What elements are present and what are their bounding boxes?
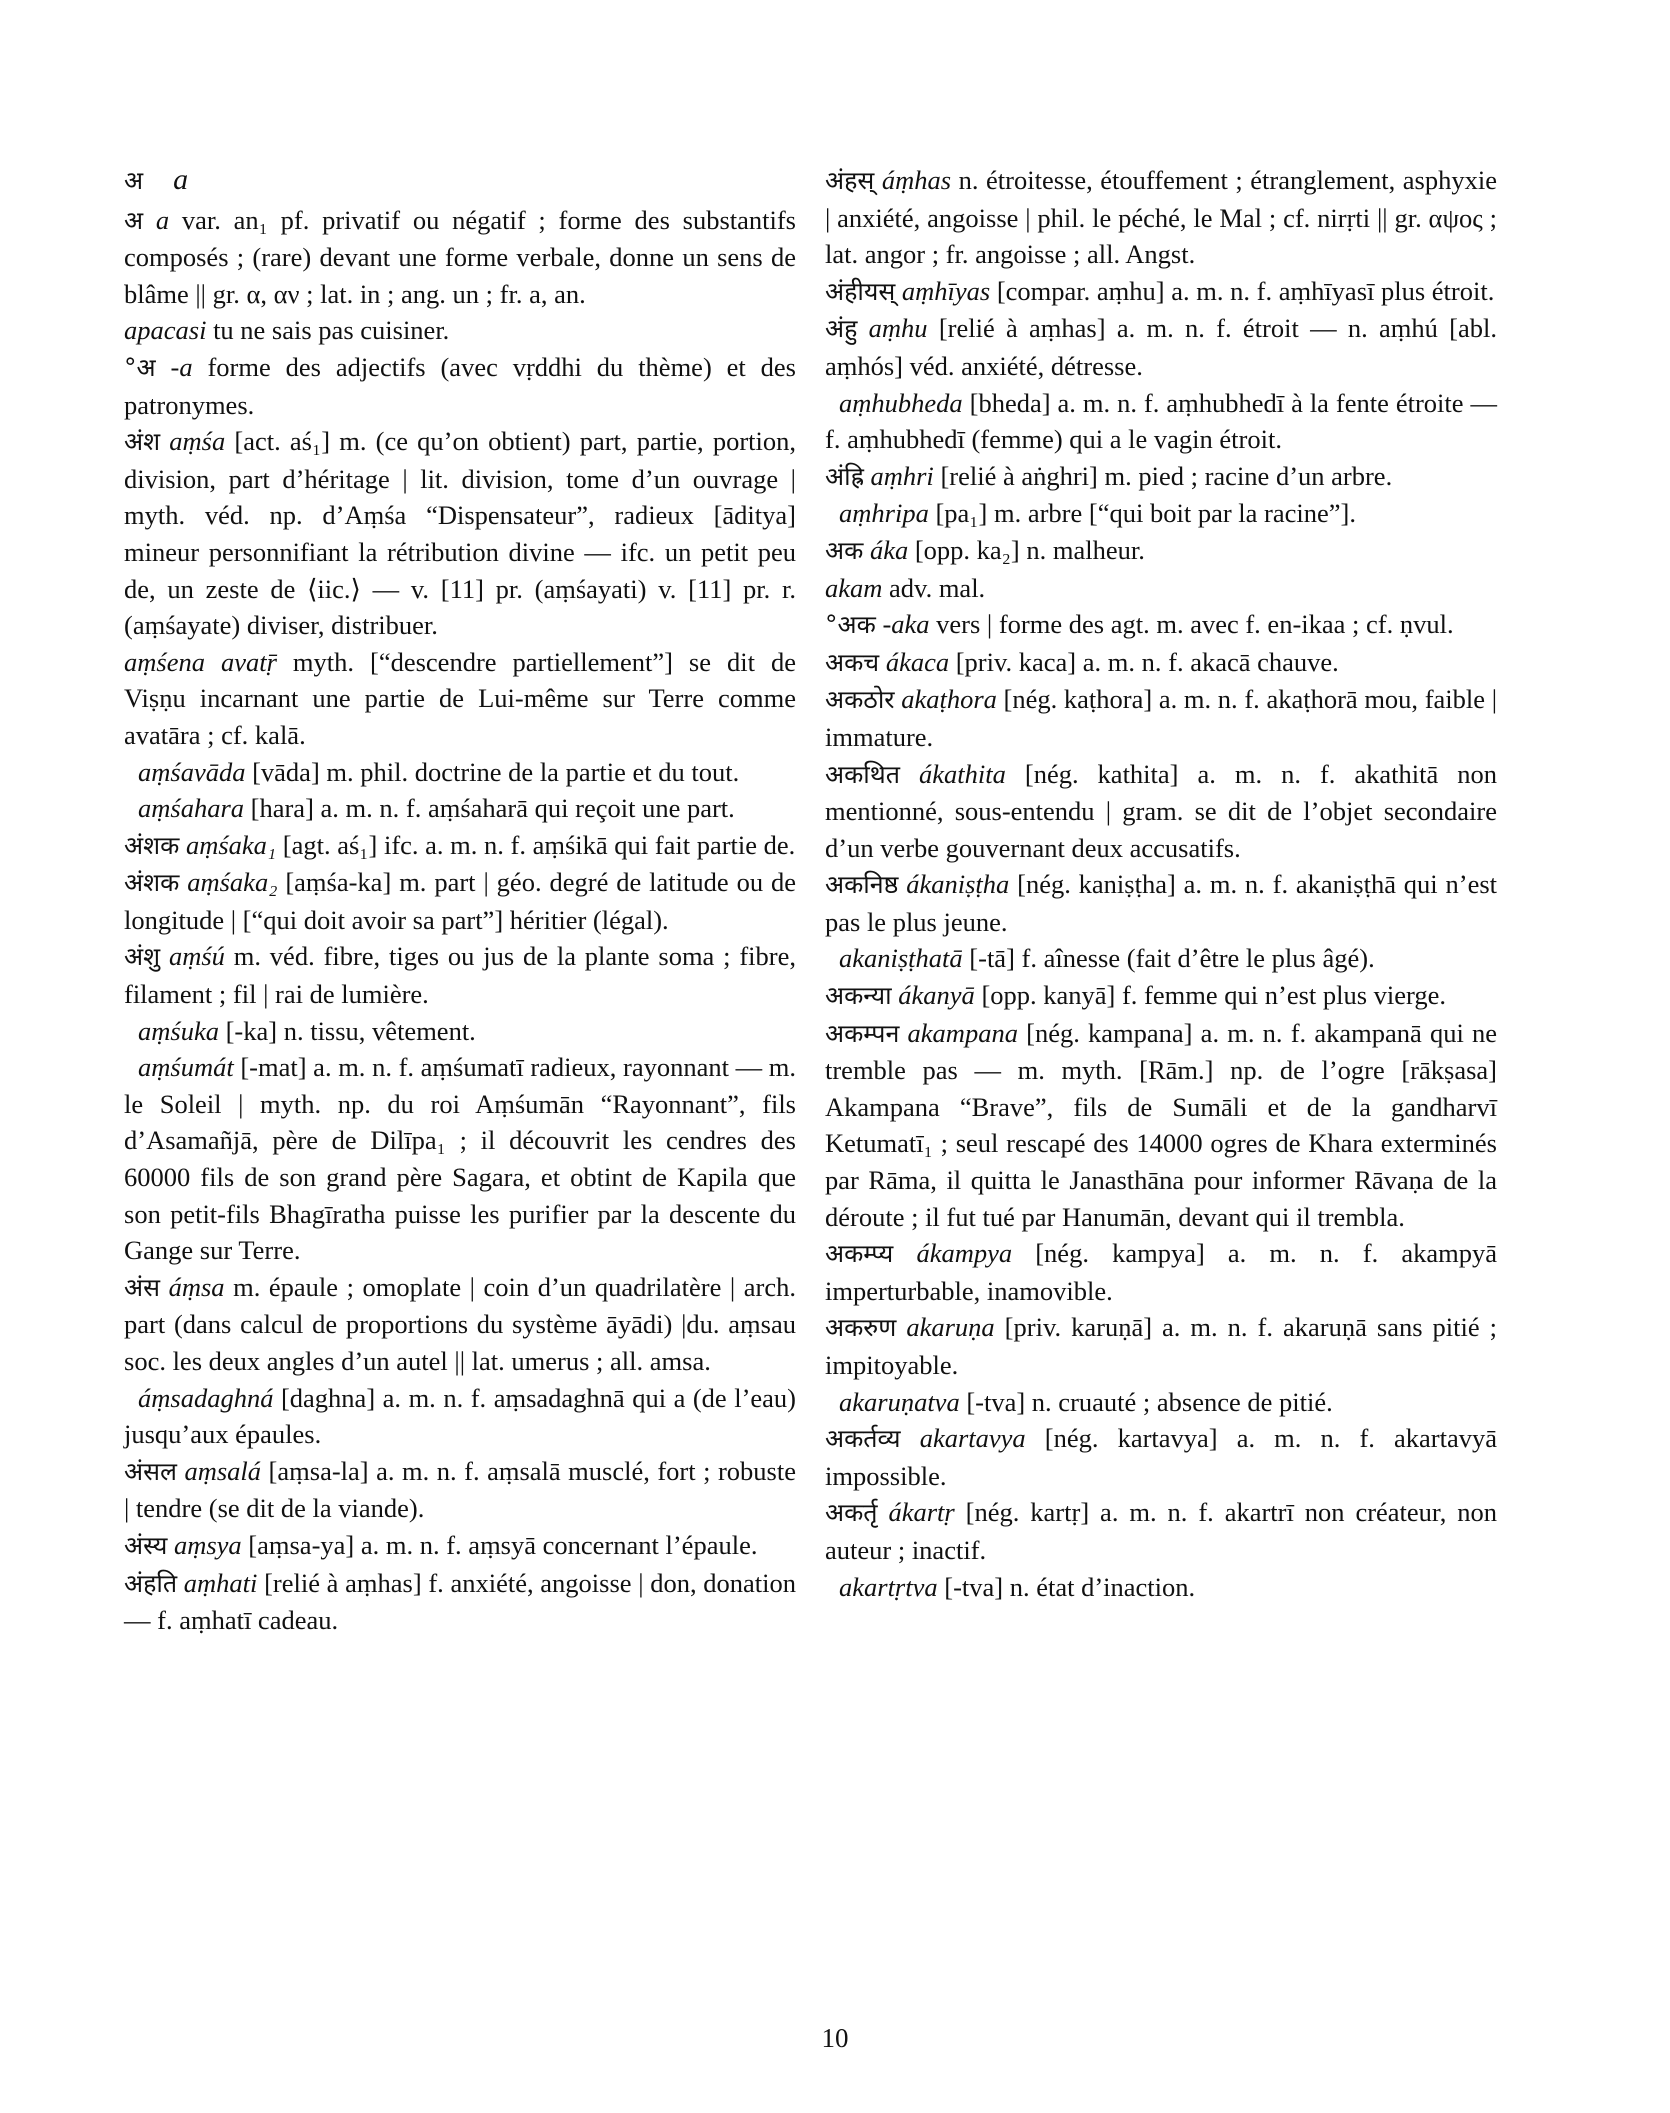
entry-headword: akaṭhora	[901, 684, 997, 715]
dictionary-entry	[825, 570, 1497, 607]
entry-headword: áṃhas	[881, 165, 952, 195]
entry-headword: aṃhati	[183, 1567, 258, 1598]
entry-definition: [compar. aṃhu] a. m. n. f. aṃhīyasī plus étroit.	[990, 275, 1495, 306]
entry-definition: [pa₁] m. arbre [“qui boit par la racine”].	[928, 498, 1356, 529]
entry-headword: akartṛtva	[839, 1571, 938, 1602]
entry-definition: [nég. kampya] a. m. n. f. akampyā imperturbable, inamovible.	[825, 1238, 1497, 1306]
entry-headword: áṃsadaghná	[138, 1382, 274, 1413]
entry-headword: ákaca	[885, 646, 950, 677]
entry-headword: aṃhri	[870, 460, 934, 491]
entry-definition: [agt. aś₁] ifc. a. m. n. f. aṃśikā qui fait partie de.	[276, 829, 796, 860]
entry-headword: a	[155, 204, 170, 235]
entry-headword: ákathita	[919, 758, 1006, 789]
entry-devanagari: अंहस्	[825, 166, 875, 195]
entry-devanagari: अंहु	[825, 314, 858, 344]
section-header	[124, 162, 796, 200]
dictionary-entry	[825, 977, 1497, 1015]
dictionary-entry	[825, 866, 1497, 940]
entry-devanagari: अकम्पन	[825, 1018, 900, 1048]
entry-devanagari: अंस्य	[124, 1530, 168, 1560]
entry-definition: [priv. karuṇā] a. m. n. f. akaruṇā sans pitié ; impitoyable.	[825, 1312, 1498, 1380]
dictionary-entry	[825, 495, 1497, 532]
dictionary-entry	[124, 202, 796, 313]
dictionary-entry	[124, 423, 796, 644]
entry-headword: akaniṣṭhatā	[839, 943, 963, 974]
dictionary-entry	[124, 1269, 796, 1380]
entry-headword: aṃśavāda	[138, 756, 246, 787]
entry-headword: aṃsalá	[184, 1455, 262, 1486]
dictionary-entry	[124, 790, 796, 827]
entry-devanagari: अंस	[124, 1272, 161, 1302]
entry-devanagari: अ	[124, 205, 144, 235]
dictionary-entry	[825, 1384, 1497, 1421]
dictionary-entry	[124, 1527, 796, 1565]
dictionary-entry	[825, 644, 1497, 682]
entry-definition: var. an₁ pf. privatif ou négatif ; forme des substantifs composés ; (rare) devant une forme verbale, donne un sens de blâme || gr. α, αν ; lat. in ; ang. un ; fr. a, an.	[124, 204, 796, 309]
entry-definition: [-mat] a. m. n. f. aṃśumatī radieux, rayonnant — m. le Soleil | myth. np. du roi Aṃśumān “Rayonnant”, fils d’Asamañjā, père de Dilīpa₁ ; il découvrit les cendres des 60000 fils de son grand père Sagara, et obtint de Kapila que son petit-fils Bhagīratha puisse les purifier par la descente du Gange sur Terre.	[124, 1052, 796, 1266]
entry-definition: [hara] a. m. n. f. aṃśaharā qui reçoit une part.	[244, 793, 735, 824]
left-column	[124, 162, 796, 1639]
dictionary-entry	[825, 1235, 1497, 1309]
dictionary-entry	[124, 1013, 796, 1050]
entry-definition: tu ne sais pas cuisiner.	[206, 315, 450, 346]
entry-headword: áṃsa	[168, 1271, 225, 1302]
entry-headword: aṃsya	[173, 1529, 242, 1560]
entry-devanagari: अकर्तव्य	[825, 1424, 901, 1454]
page-number: 10	[821, 2023, 849, 2053]
entry-definition: [-tva] n. cruauté ; absence de pitié.	[959, 1386, 1333, 1417]
entry-headword: -aka	[882, 609, 930, 640]
entry-headword: ákaniṣṭha	[906, 869, 1010, 900]
entry-devanagari: अंसल	[124, 1456, 177, 1486]
entry-definition: [relié à aṃhas] f. anxiété, angoisse | don, donation — f. aṃhatī cadeau.	[124, 1567, 797, 1636]
entry-devanagari: अंश	[124, 427, 161, 457]
section-header-devanagari: अ	[124, 166, 144, 195]
entry-definition: [-ka] n. tissu, vêtement.	[218, 1015, 476, 1046]
entry-definition: m. véd. fibre, tiges ou jus de la plante soma ; fibre, filament ; fil | rai de lumière.	[124, 941, 796, 1010]
dictionary-entry	[124, 1049, 796, 1269]
dictionary-entry	[124, 754, 796, 791]
dictionary-entry	[825, 458, 1497, 496]
entry-definition: [nég. kartavya] a. m. n. f. akartavyā impossible.	[825, 1423, 1497, 1491]
entry-definition: [relié à aṃhas] a. m. n. f. étroit — n. aṃhú [abl. aṃhós] véd. anxiété, détresse.	[825, 313, 1497, 381]
entry-devanagari: अकरुण	[825, 1313, 897, 1343]
entry-definition: [nég. kaniṣṭha] a. m. n. f. akaniṣṭhā qui n’est pas le plus jeune.	[825, 869, 1498, 937]
entry-headword: akaruṇa	[906, 1312, 995, 1343]
dictionary-entry	[124, 938, 796, 1012]
entry-definition: [daghna] a. m. n. f. aṃsadaghnā qui a (de l’eau) jusqu’aux épaules.	[124, 1382, 796, 1450]
entry-headword: akartavya	[919, 1423, 1026, 1454]
entry-definition: [opp. ka₂] n. malheur.	[908, 534, 1145, 565]
dictionary-entry	[825, 940, 1497, 977]
dictionary-entry	[825, 1420, 1497, 1494]
entry-devanagari: अकथित	[825, 759, 901, 789]
entry-definition: [-tva] n. état d’inaction.	[937, 1571, 1196, 1602]
entry-devanagari: अंशक	[124, 830, 180, 860]
entry-definition: [-tā] f. aînesse (fait d’être le plus âgé).	[962, 943, 1375, 974]
entry-headword: aṃśú	[168, 941, 225, 972]
section-header-latin: a	[173, 163, 189, 196]
entry-headword: áka	[869, 534, 909, 565]
entry-headword: aṃhu	[868, 313, 928, 344]
entry-headword: aṃśena avatṝ	[124, 646, 277, 677]
entry-devanagari: °अक	[825, 610, 876, 640]
entry-devanagari: अंशु	[124, 942, 161, 972]
entry-definition: forme des adjectifs (avec vṛddhi du thème) et des patronymes.	[124, 351, 796, 420]
entry-definition: [aṃsa-ya] a. m. n. f. aṃsyā concernant l’épaule.	[241, 1529, 758, 1560]
entry-definition: n. étroitesse, étouffement ; étranglement, asphyxie | anxiété, angoisse | phil. le péché, le Mal ; cf. nirṛti || gr. αψος ; lat. angor ; fr. angoisse ; all. Angst.	[825, 165, 1497, 270]
dictionary-entry	[825, 1309, 1497, 1383]
dictionary-entry	[825, 532, 1497, 570]
entry-definition: [aṃśa-ka] m. part | géo. degré de latitude ou de longitude | [“qui doit avoir sa part”] héritier (légal).	[124, 867, 796, 935]
entry-definition: vers | forme des agt. m. avec f. en-ikaa ; cf. ṇvul.	[929, 609, 1454, 640]
entry-devanagari: अंह्रि	[825, 461, 864, 491]
dictionary-entry	[825, 273, 1497, 311]
entry-devanagari: अंशक	[124, 868, 180, 898]
dictionary-entry	[825, 385, 1497, 458]
entry-devanagari: अंहीयस्	[825, 276, 896, 306]
entry-definition: [bheda] a. m. n. f. aṃhubhedī à la fente étroite — f. aṃhubhedī (femme) qui a le vagin étroit.	[825, 387, 1497, 455]
dictionary-entry	[124, 312, 796, 349]
dictionary-entry	[825, 310, 1497, 384]
entry-headword: ákanyā	[898, 980, 975, 1011]
entry-devanagari: अकठोर	[825, 685, 895, 715]
entry-definition: [nég. kaṭhora] a. m. n. f. akaṭhorā mou, faible | immature.	[825, 684, 1498, 752]
entry-headword: akam	[825, 572, 883, 603]
dictionary-entry	[825, 162, 1497, 273]
dictionary-entry	[825, 1569, 1497, 1606]
entry-definition: [nég. kathita] a. m. n. f. akathitā non mentionné, sous-entendu | gram. se dit de l’objet secondaire d’un verbe gouvernant deux accusatifs.	[825, 758, 1497, 863]
dictionary-entry	[825, 756, 1497, 867]
dictionary-entry	[124, 864, 796, 938]
entry-definition: m. épaule ; omoplate | coin d’un quadrilatère | arch. part (dans calcul de proportions du système āyādi) |du. aṃsau soc. les deux angles d’un autel || lat. umerus ; all. amsa.	[124, 1271, 796, 1376]
dictionary-entry	[825, 681, 1497, 755]
entry-headword: ákampya	[916, 1238, 1013, 1269]
entry-headword: apacasi	[124, 315, 207, 346]
right-column	[825, 162, 1497, 1605]
entry-definition: [vāda] m. phil. doctrine de la partie et du tout.	[245, 756, 740, 787]
entry-definition: [nég. kartṛ] a. m. n. f. akartrī non créateur, non auteur ; inactif.	[825, 1497, 1497, 1565]
entry-devanagari: अक	[825, 535, 864, 565]
entry-definition: [nég. kampana] a. m. n. f. akampanā qui ne tremble pas — m. myth. [Rām.] np. de l’ogre [rākṣasa] Akampana “Brave”, fils de Sumāli et de la gandharvī Ketumatī₁ ; seul rescapé des 14000 ogres de Khara exterminés par Rāma, il quitta le Janasthāna pour informer Rāvaṇa de la déroute ; il fut tué par Hanumān, devant qui il trembla.	[825, 1017, 1498, 1232]
dictionary-entry	[124, 644, 796, 754]
dictionary-entry	[124, 1380, 796, 1453]
entry-headword: aṃhubheda	[839, 387, 963, 418]
dictionary-entry	[124, 1565, 796, 1639]
entry-definition: [priv. kaca] a. m. n. f. akacā chauve.	[949, 646, 1339, 677]
dictionary-entry	[825, 606, 1497, 644]
entry-headword: akaruṇatva	[839, 1386, 960, 1417]
entry-definition: [act. aś₁] m. (ce qu’on obtient) part, partie, portion, division, part d’héritage | lit. division, tome d’un ouvrage | myth. véd. np. d’Aṃśa “Dispensateur”, radieux [āditya] mineur personnifiant la rétribution divine — ifc. un petit peu de, un zeste de ⟨iic.⟩ — v. [11] pr. (aṃśayati) v. [11] pr. r. (aṃśayate) diviser, distribuer.	[124, 426, 796, 641]
entry-headword: aṃśahara	[138, 793, 245, 824]
entry-headword: aṃśa	[169, 426, 226, 457]
entry-headword: aṃhripa	[839, 498, 929, 529]
entry-definition: [aṃsa-la] a. m. n. f. aṃsalā musclé, fort ; robuste | tendre (se dit de la viande).	[124, 1455, 796, 1524]
entry-headword: ákartṛ	[888, 1497, 955, 1528]
entry-headword: aṃśuka	[138, 1015, 219, 1046]
entry-definition: myth. [“descendre partiellement”] se dit de Viṣṇu incarnant une partie de Lui-même sur Terre comme avatāra ; cf. kalā.	[124, 646, 796, 750]
dictionary-entry	[124, 349, 796, 423]
entry-definition: adv. mal.	[882, 572, 986, 603]
entry-devanagari: अकनिष्ठ	[825, 870, 899, 900]
dictionary-entry	[825, 1494, 1497, 1568]
entry-headword: aṃśaka₂	[187, 867, 278, 898]
entry-headword: aṃśumát	[138, 1052, 234, 1083]
entry-devanagari: अकन्या	[825, 981, 892, 1011]
entry-headword: aṃśaka₁	[185, 829, 277, 860]
entry-devanagari: अंहति	[124, 1568, 178, 1598]
entry-headword: aṃhīyas	[901, 275, 991, 306]
entry-devanagari: अकम्प्य	[825, 1239, 894, 1269]
entry-definition: [opp. kanyā] f. femme qui n’est plus vierge.	[974, 980, 1447, 1011]
entry-definition: [relié à aṅghri] m. pied ; racine d’un arbre.	[933, 460, 1393, 491]
entry-headword: -a	[170, 351, 193, 382]
dictionary-entry	[124, 1453, 796, 1527]
entry-headword: akampana	[907, 1017, 1018, 1048]
entry-devanagari: अकच	[825, 647, 880, 677]
entry-devanagari: °अ	[124, 352, 156, 382]
entry-devanagari: अकर्तृ	[825, 1498, 878, 1528]
dictionary-entry	[825, 1015, 1497, 1236]
dictionary-entry	[124, 827, 796, 865]
